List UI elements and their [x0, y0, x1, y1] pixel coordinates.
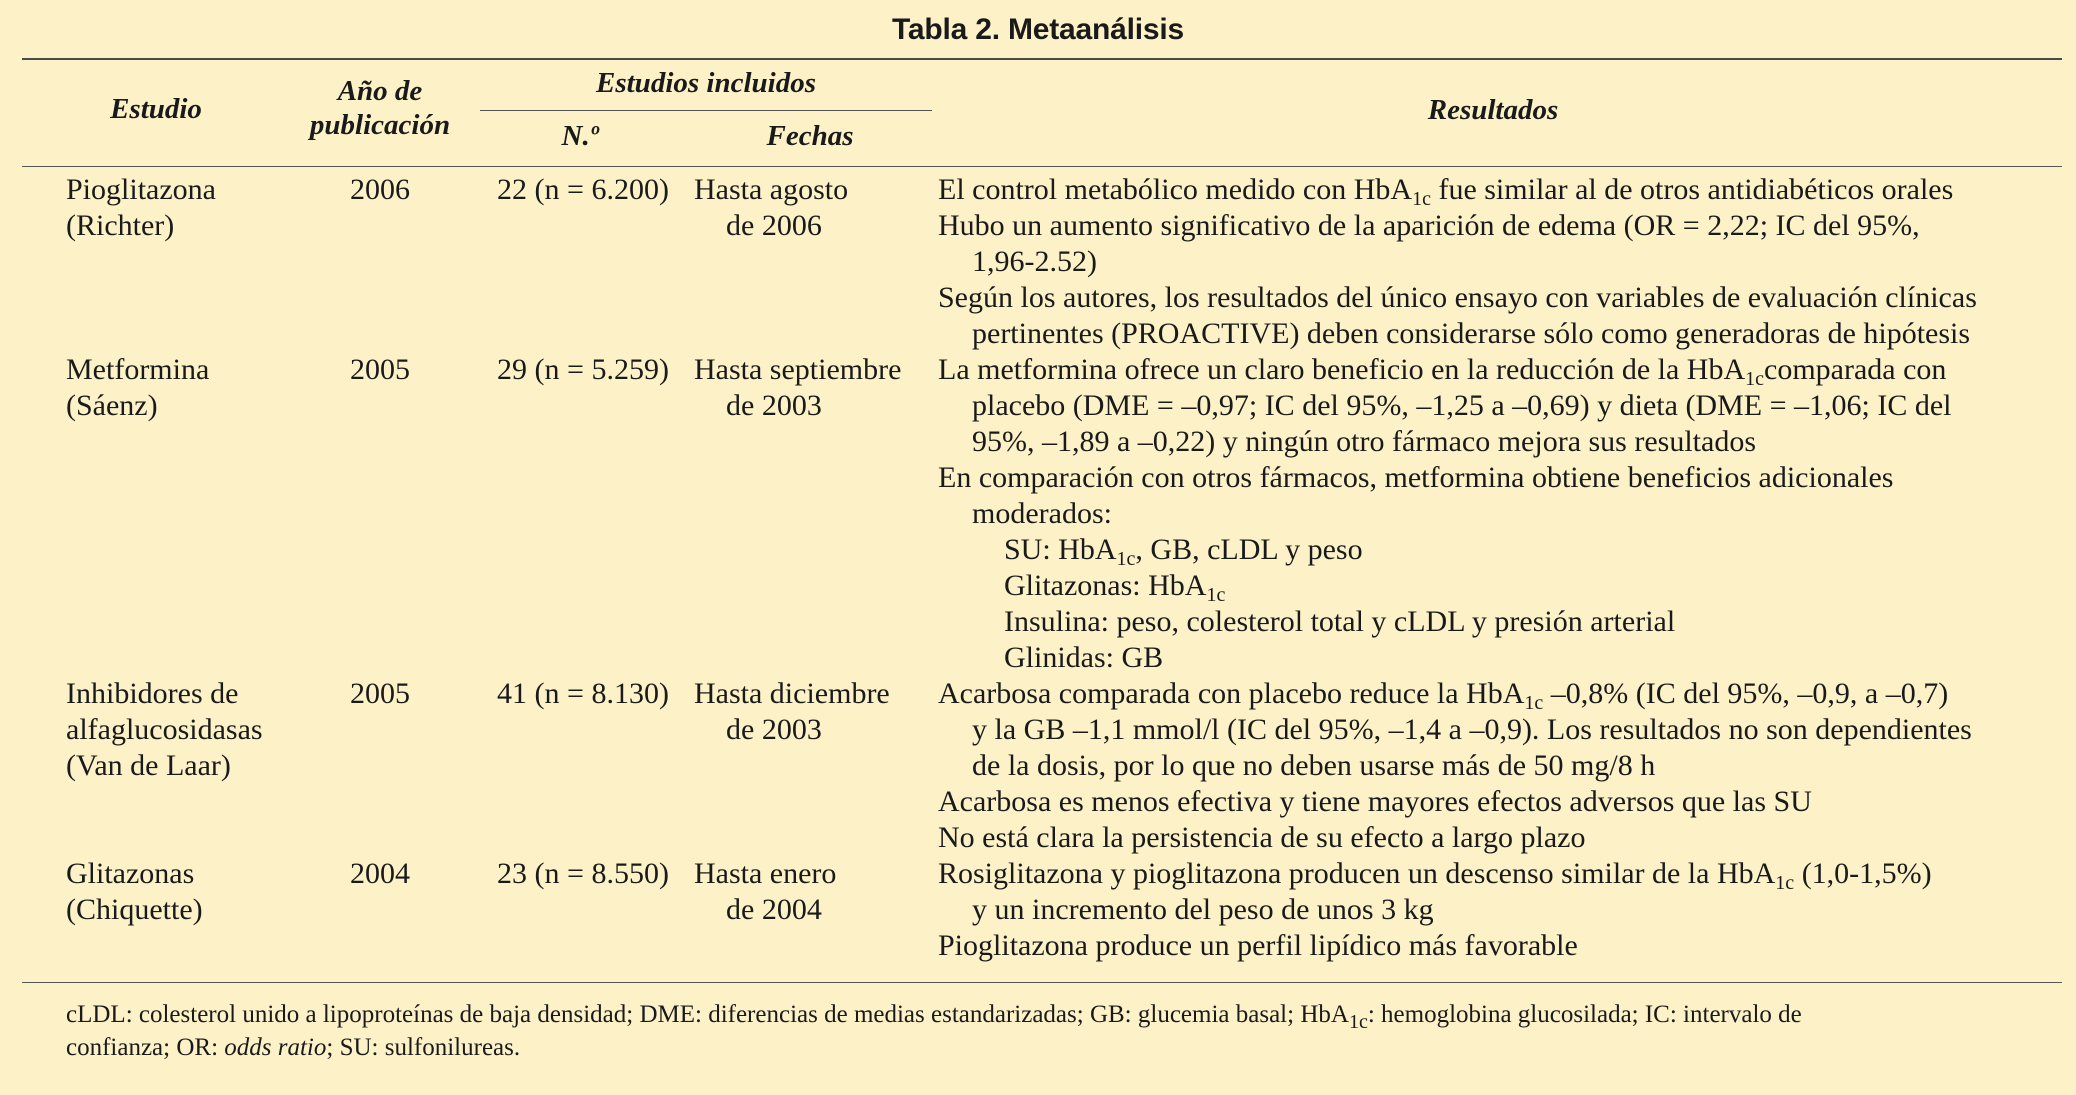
results-line [938, 676, 1972, 712]
results-line [938, 172, 1977, 208]
results-text: pertinentes (PROACTIVE) deben considerarse sólo como generadoras de hipótesis [972, 317, 1971, 350]
footnote [66, 998, 1802, 1064]
results-text: placebo (DME = –0,97; IC del 95%, –1,25 a –0,69) y dieta (DME = –1,06; IC del [972, 389, 1952, 422]
header-subrule [480, 110, 932, 111]
number-cell: 23 (n = 8.550) [497, 857, 669, 890]
footnote-text: : hemoglobina glucosilada; IC: intervalo de [1367, 1001, 1802, 1028]
results-line [938, 532, 1952, 568]
results-text: El control metabólico medido con HbA [938, 173, 1413, 206]
results-text: de la dosis, por lo que no deben usarse más de 50 mg/8 h [972, 749, 1656, 782]
number-cell: 29 (n = 5.259) [497, 353, 669, 386]
results-line [938, 496, 1952, 532]
results-text: y la GB –1,1 mmol/l (IC del 95%, –1,4 a –0,9). Los resultados no son dependientes [972, 713, 1972, 746]
results-text: y un incremento del peso de unos 3 kg [972, 893, 1434, 926]
results-text: 1,96-2.52) [972, 245, 1097, 278]
number-cell: 41 (n = 8.130) [497, 677, 669, 710]
results-text: Según los autores, los resultados del único ensayo con variables de evaluación clínicas [938, 281, 1977, 314]
results-subscript: 1c [1206, 584, 1226, 606]
dates-line: de 2004 [726, 893, 822, 926]
results-line [938, 424, 1952, 460]
results-line [938, 604, 1952, 640]
results-subscript: 1c [1412, 188, 1431, 210]
footnote-text: confianza; OR: [66, 1034, 225, 1061]
results-line [938, 244, 1977, 280]
results-line [938, 460, 1952, 496]
results-subscript: 1c [1116, 548, 1136, 570]
results-text: fue similar al de otros antidiabéticos orales [1430, 173, 1954, 206]
results-line [938, 928, 1932, 964]
year-cell: 2005 [350, 677, 410, 710]
results-text: 95%, –1,89 a –0,22) y ningún otro fármaco mejora sus resultados [972, 425, 1756, 458]
results-text: Rosiglitazona y pioglitazona producen un descenso similar de la HbA [938, 857, 1776, 890]
dates-cell [694, 172, 848, 244]
study-line: Inhibidores de [66, 677, 239, 710]
year-cell: 2005 [350, 353, 410, 386]
results-line [938, 388, 1952, 424]
year-cell: 2006 [350, 173, 410, 206]
results-cell [938, 856, 1932, 964]
header-results: Resultados [1427, 94, 1559, 126]
dates-cell [694, 676, 890, 748]
footnote-text: cLDL: colesterol unido a lipoproteínas de baja densidad; DME: diferencias de medias estandarizadas; GB: glucemia basal; HbA [66, 1001, 1349, 1028]
results-line [938, 208, 1977, 244]
study-line: (Chiquette) [66, 893, 203, 926]
study-cell [66, 352, 209, 424]
results-text: (1,0-1,5%) [1794, 857, 1932, 890]
dates-line: Hasta diciembre [694, 677, 890, 710]
top-rule [22, 58, 2062, 60]
results-line [938, 892, 1932, 928]
results-line [938, 748, 1972, 784]
results-subscript: 1c [1524, 692, 1544, 714]
results-text: moderados: [972, 497, 1112, 530]
dates-line: de 2003 [726, 389, 822, 422]
header-year [290, 74, 470, 142]
header-year-line1: Año de [337, 75, 423, 107]
results-text: Acarbosa es menos efectiva y tiene mayores efectos adversos que las SU [938, 785, 1812, 818]
results-text: La metformina ofrece un claro beneficio en la reducción de la HbA [938, 353, 1746, 386]
study-line: Metformina [66, 353, 210, 386]
header-year-line2: publicación [309, 109, 451, 141]
header-rule [22, 166, 2062, 167]
results-text: No está clara la persistencia de su efecto a largo plazo [938, 821, 1586, 854]
bottom-rule [22, 982, 2062, 983]
dates-cell [694, 352, 901, 424]
table-title: Tabla 2. Metaanálisis [891, 13, 1185, 46]
results-text: , GB, cLDL y peso [1135, 533, 1363, 566]
dates-line: Hasta enero [694, 857, 837, 890]
results-text: Glinidas: GB [1004, 641, 1164, 674]
study-line: (Van de Laar) [66, 749, 231, 782]
study-line: (Sáenz) [66, 389, 158, 422]
results-text: Acarbosa comparada con placebo reduce la HbA [938, 677, 1525, 710]
results-line [938, 640, 1952, 676]
results-line [938, 352, 1952, 388]
results-subscript: 1c [1745, 368, 1765, 390]
dates-line: Hasta agosto [694, 173, 849, 206]
footnote-text: ; SU: sulfonilureas. [326, 1034, 521, 1061]
dates-cell [694, 856, 836, 928]
results-cell [938, 352, 1952, 676]
dates-line: de 2003 [726, 713, 822, 746]
header-included: Estudios incluidos [596, 67, 816, 99]
results-line [938, 820, 1972, 856]
results-subscript: 1c [1775, 872, 1795, 894]
number-cell: 22 (n = 6.200) [497, 173, 669, 206]
dates-line: de 2006 [726, 209, 822, 242]
results-cell [938, 172, 1977, 352]
results-cell [938, 676, 1972, 856]
results-text: En comparación con otros fármacos, metformina obtiene beneficios adicionales [938, 461, 1894, 494]
results-text: Hubo un aumento significativo de la aparición de edema (OR = 2,22; IC del 95%, [938, 209, 1920, 242]
results-text: –0,8% (IC del 95%, –0,9, a –0,7) [1543, 677, 1949, 710]
year-cell: 2004 [350, 857, 410, 890]
header-number: N.º [561, 120, 599, 152]
study-line: Pioglitazona [66, 173, 216, 206]
study-line: (Richter) [66, 209, 175, 242]
study-cell [66, 676, 263, 784]
header-dates: Fechas [766, 120, 854, 152]
results-text: comparada con [1764, 353, 1947, 386]
results-line [938, 316, 1977, 352]
results-line [938, 712, 1972, 748]
results-text: SU: HbA [1004, 533, 1117, 566]
study-line: alfaglucosidasas [66, 713, 263, 746]
footnote-line-1 [66, 998, 1802, 1031]
results-line [938, 280, 1977, 316]
footnote-italic: odds ratio [224, 1034, 327, 1061]
footnote-line-2 [66, 1031, 1802, 1064]
results-line [938, 784, 1972, 820]
header-study: Estudio [110, 93, 202, 125]
results-text: Insulina: peso, colesterol total y cLDL y presión arterial [1004, 605, 1676, 638]
study-line: Glitazonas [66, 857, 195, 890]
study-cell [66, 856, 203, 928]
results-line [938, 856, 1932, 892]
dates-line: Hasta septiembre [694, 353, 902, 386]
footnote-subscript: 1c [1348, 1011, 1368, 1033]
results-text: Glitazonas: HbA [1004, 569, 1207, 602]
study-cell [66, 172, 216, 244]
results-text: Pioglitazona produce un perfil lipídico más favorable [938, 929, 1578, 962]
results-line [938, 568, 1952, 604]
